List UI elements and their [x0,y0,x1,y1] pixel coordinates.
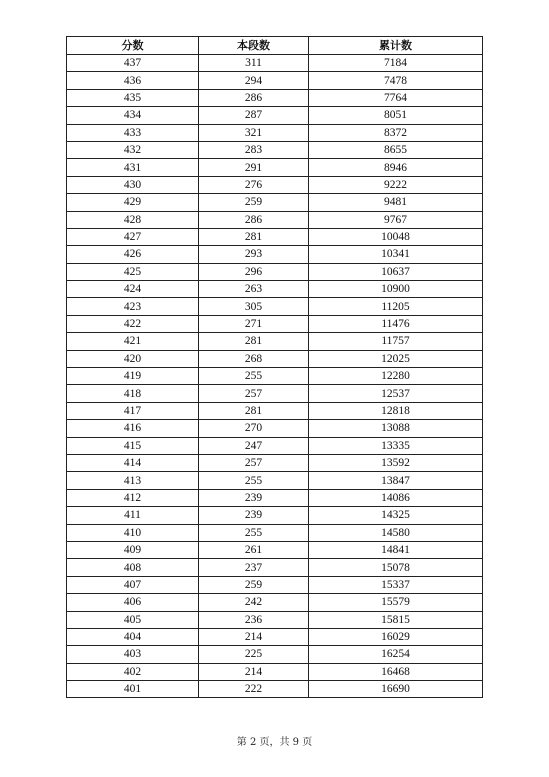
segment-count-cell: 283 [199,141,309,158]
score-cell: 426 [67,246,199,263]
table-row [67,402,483,419]
cumulative-count-cell: 10048 [309,228,483,245]
score-cell: 404 [67,628,199,645]
table-row [67,72,483,89]
score-cell: 423 [67,298,199,315]
segment-count-cell: 255 [199,368,309,385]
table-row [67,194,483,211]
table-row [67,107,483,124]
segment-count-cell: 257 [199,454,309,471]
cumulative-count-cell: 8051 [309,107,483,124]
segment-count-cell: 257 [199,385,309,402]
segment-count-cell: 287 [199,107,309,124]
cumulative-count-cell: 15078 [309,559,483,576]
cumulative-count-cell: 13847 [309,472,483,489]
table-row [67,454,483,471]
table-row [67,472,483,489]
page-number-footer: 第 2 页，共 9 页 [236,737,313,748]
cumulative-count-cell: 16254 [309,646,483,663]
cumulative-count-cell: 7184 [309,55,483,72]
table-row [67,89,483,106]
cumulative-count-cell: 13592 [309,454,483,471]
table-row [67,611,483,628]
segment-count-cell: 291 [199,159,309,176]
segment-count-cell: 281 [199,402,309,419]
score-cell: 437 [67,55,199,72]
score-cell: 417 [67,402,199,419]
table-row [67,333,483,350]
segment-count-cell: 296 [199,263,309,280]
table-row [67,368,483,385]
header-row [67,37,483,55]
segment-count-cell: 281 [199,333,309,350]
segment-count-cell: 271 [199,315,309,332]
score-cell: 428 [67,211,199,228]
score-cell: 407 [67,576,199,593]
segment-count-cell: 236 [199,611,309,628]
score-cell: 421 [67,333,199,350]
cumulative-count-cell: 12025 [309,350,483,367]
table-row [67,176,483,193]
score-cell: 420 [67,350,199,367]
table-header [67,37,483,55]
table-row [67,350,483,367]
table-body [67,55,483,698]
score-cell: 409 [67,541,199,558]
segment-count-cell: 263 [199,281,309,298]
table-row [67,594,483,611]
score-cell: 431 [67,159,199,176]
score-cell: 413 [67,472,199,489]
table-row [67,576,483,593]
cumulative-count-cell: 8372 [309,124,483,141]
cumulative-count-cell: 14841 [309,541,483,558]
table-row [67,681,483,698]
score-distribution-table [66,36,483,698]
score-cell: 422 [67,315,199,332]
segment-count-cell: 286 [199,89,309,106]
segment-count-cell: 276 [199,176,309,193]
table-row [67,646,483,663]
table-row [67,507,483,524]
cumulative-count-cell: 10637 [309,263,483,280]
cumulative-count-cell: 8655 [309,141,483,158]
score-cell: 401 [67,681,199,698]
table-row [67,141,483,158]
cumulative-count-cell: 7764 [309,89,483,106]
score-cell: 433 [67,124,199,141]
segment-count-cell: 222 [199,681,309,698]
score-cell: 419 [67,368,199,385]
segment-count-cell: 261 [199,541,309,558]
table-row [67,541,483,558]
segment-count-cell: 270 [199,420,309,437]
cumulative-count-cell: 14086 [309,489,483,506]
cumulative-count-cell: 11205 [309,298,483,315]
table-row [67,263,483,280]
table-row [67,628,483,645]
segment-count-cell: 321 [199,124,309,141]
table-row [67,663,483,680]
table-row [67,124,483,141]
cumulative-count-cell: 14580 [309,524,483,541]
score-cell: 435 [67,89,199,106]
table-row [67,385,483,402]
cumulative-count-cell: 14325 [309,507,483,524]
cumulative-count-cell: 12537 [309,385,483,402]
cumulative-count-cell: 10900 [309,281,483,298]
segment-count-cell: 305 [199,298,309,315]
segment-count-cell: 214 [199,628,309,645]
table-row [67,281,483,298]
cumulative-count-cell: 13088 [309,420,483,437]
cumulative-count-cell: 11757 [309,333,483,350]
cumulative-count-cell: 8946 [309,159,483,176]
score-cell: 425 [67,263,199,280]
cumulative-count-cell: 9481 [309,194,483,211]
cumulative-count-cell: 15815 [309,611,483,628]
header-score: 分数 [67,37,199,55]
header-segment-count: 本段数 [199,37,309,55]
table-row [67,489,483,506]
segment-count-cell: 225 [199,646,309,663]
table-row [67,228,483,245]
segment-count-cell: 255 [199,472,309,489]
header-cumulative-count: 累计数 [309,37,483,55]
cumulative-count-cell: 10341 [309,246,483,263]
table-row [67,524,483,541]
table-row [67,315,483,332]
score-cell: 415 [67,437,199,454]
score-cell: 432 [67,141,199,158]
score-cell: 424 [67,281,199,298]
segment-count-cell: 247 [199,437,309,454]
score-cell: 418 [67,385,199,402]
score-cell: 434 [67,107,199,124]
score-cell: 427 [67,228,199,245]
cumulative-count-cell: 15579 [309,594,483,611]
segment-count-cell: 259 [199,576,309,593]
score-cell: 429 [67,194,199,211]
cumulative-count-cell: 16690 [309,681,483,698]
cumulative-count-cell: 7478 [309,72,483,89]
score-cell: 402 [67,663,199,680]
segment-count-cell: 255 [199,524,309,541]
score-cell: 414 [67,454,199,471]
cumulative-count-cell: 15337 [309,576,483,593]
score-cell: 416 [67,420,199,437]
score-cell: 408 [67,559,199,576]
cumulative-count-cell: 9767 [309,211,483,228]
score-cell: 430 [67,176,199,193]
cumulative-count-cell: 13335 [309,437,483,454]
segment-count-cell: 242 [199,594,309,611]
score-cell: 411 [67,507,199,524]
score-cell: 406 [67,594,199,611]
table-row [67,420,483,437]
table-row [67,211,483,228]
table-row [67,559,483,576]
segment-count-cell: 286 [199,211,309,228]
segment-count-cell: 293 [199,246,309,263]
table-row [67,437,483,454]
segment-count-cell: 239 [199,507,309,524]
segment-count-cell: 259 [199,194,309,211]
cumulative-count-cell: 11476 [309,315,483,332]
score-cell: 410 [67,524,199,541]
segment-count-cell: 268 [199,350,309,367]
segment-count-cell: 311 [199,55,309,72]
score-cell: 412 [67,489,199,506]
segment-count-cell: 239 [199,489,309,506]
table-row [67,159,483,176]
segment-count-cell: 214 [199,663,309,680]
score-cell: 405 [67,611,199,628]
score-cell: 403 [67,646,199,663]
table-row [67,298,483,315]
cumulative-count-cell: 16029 [309,628,483,645]
segment-count-cell: 281 [199,228,309,245]
table-row [67,55,483,72]
segment-count-cell: 237 [199,559,309,576]
cumulative-count-cell: 12818 [309,402,483,419]
score-cell: 436 [67,72,199,89]
cumulative-count-cell: 16468 [309,663,483,680]
cumulative-count-cell: 12280 [309,368,483,385]
table-row [67,246,483,263]
segment-count-cell: 294 [199,72,309,89]
cumulative-count-cell: 9222 [309,176,483,193]
